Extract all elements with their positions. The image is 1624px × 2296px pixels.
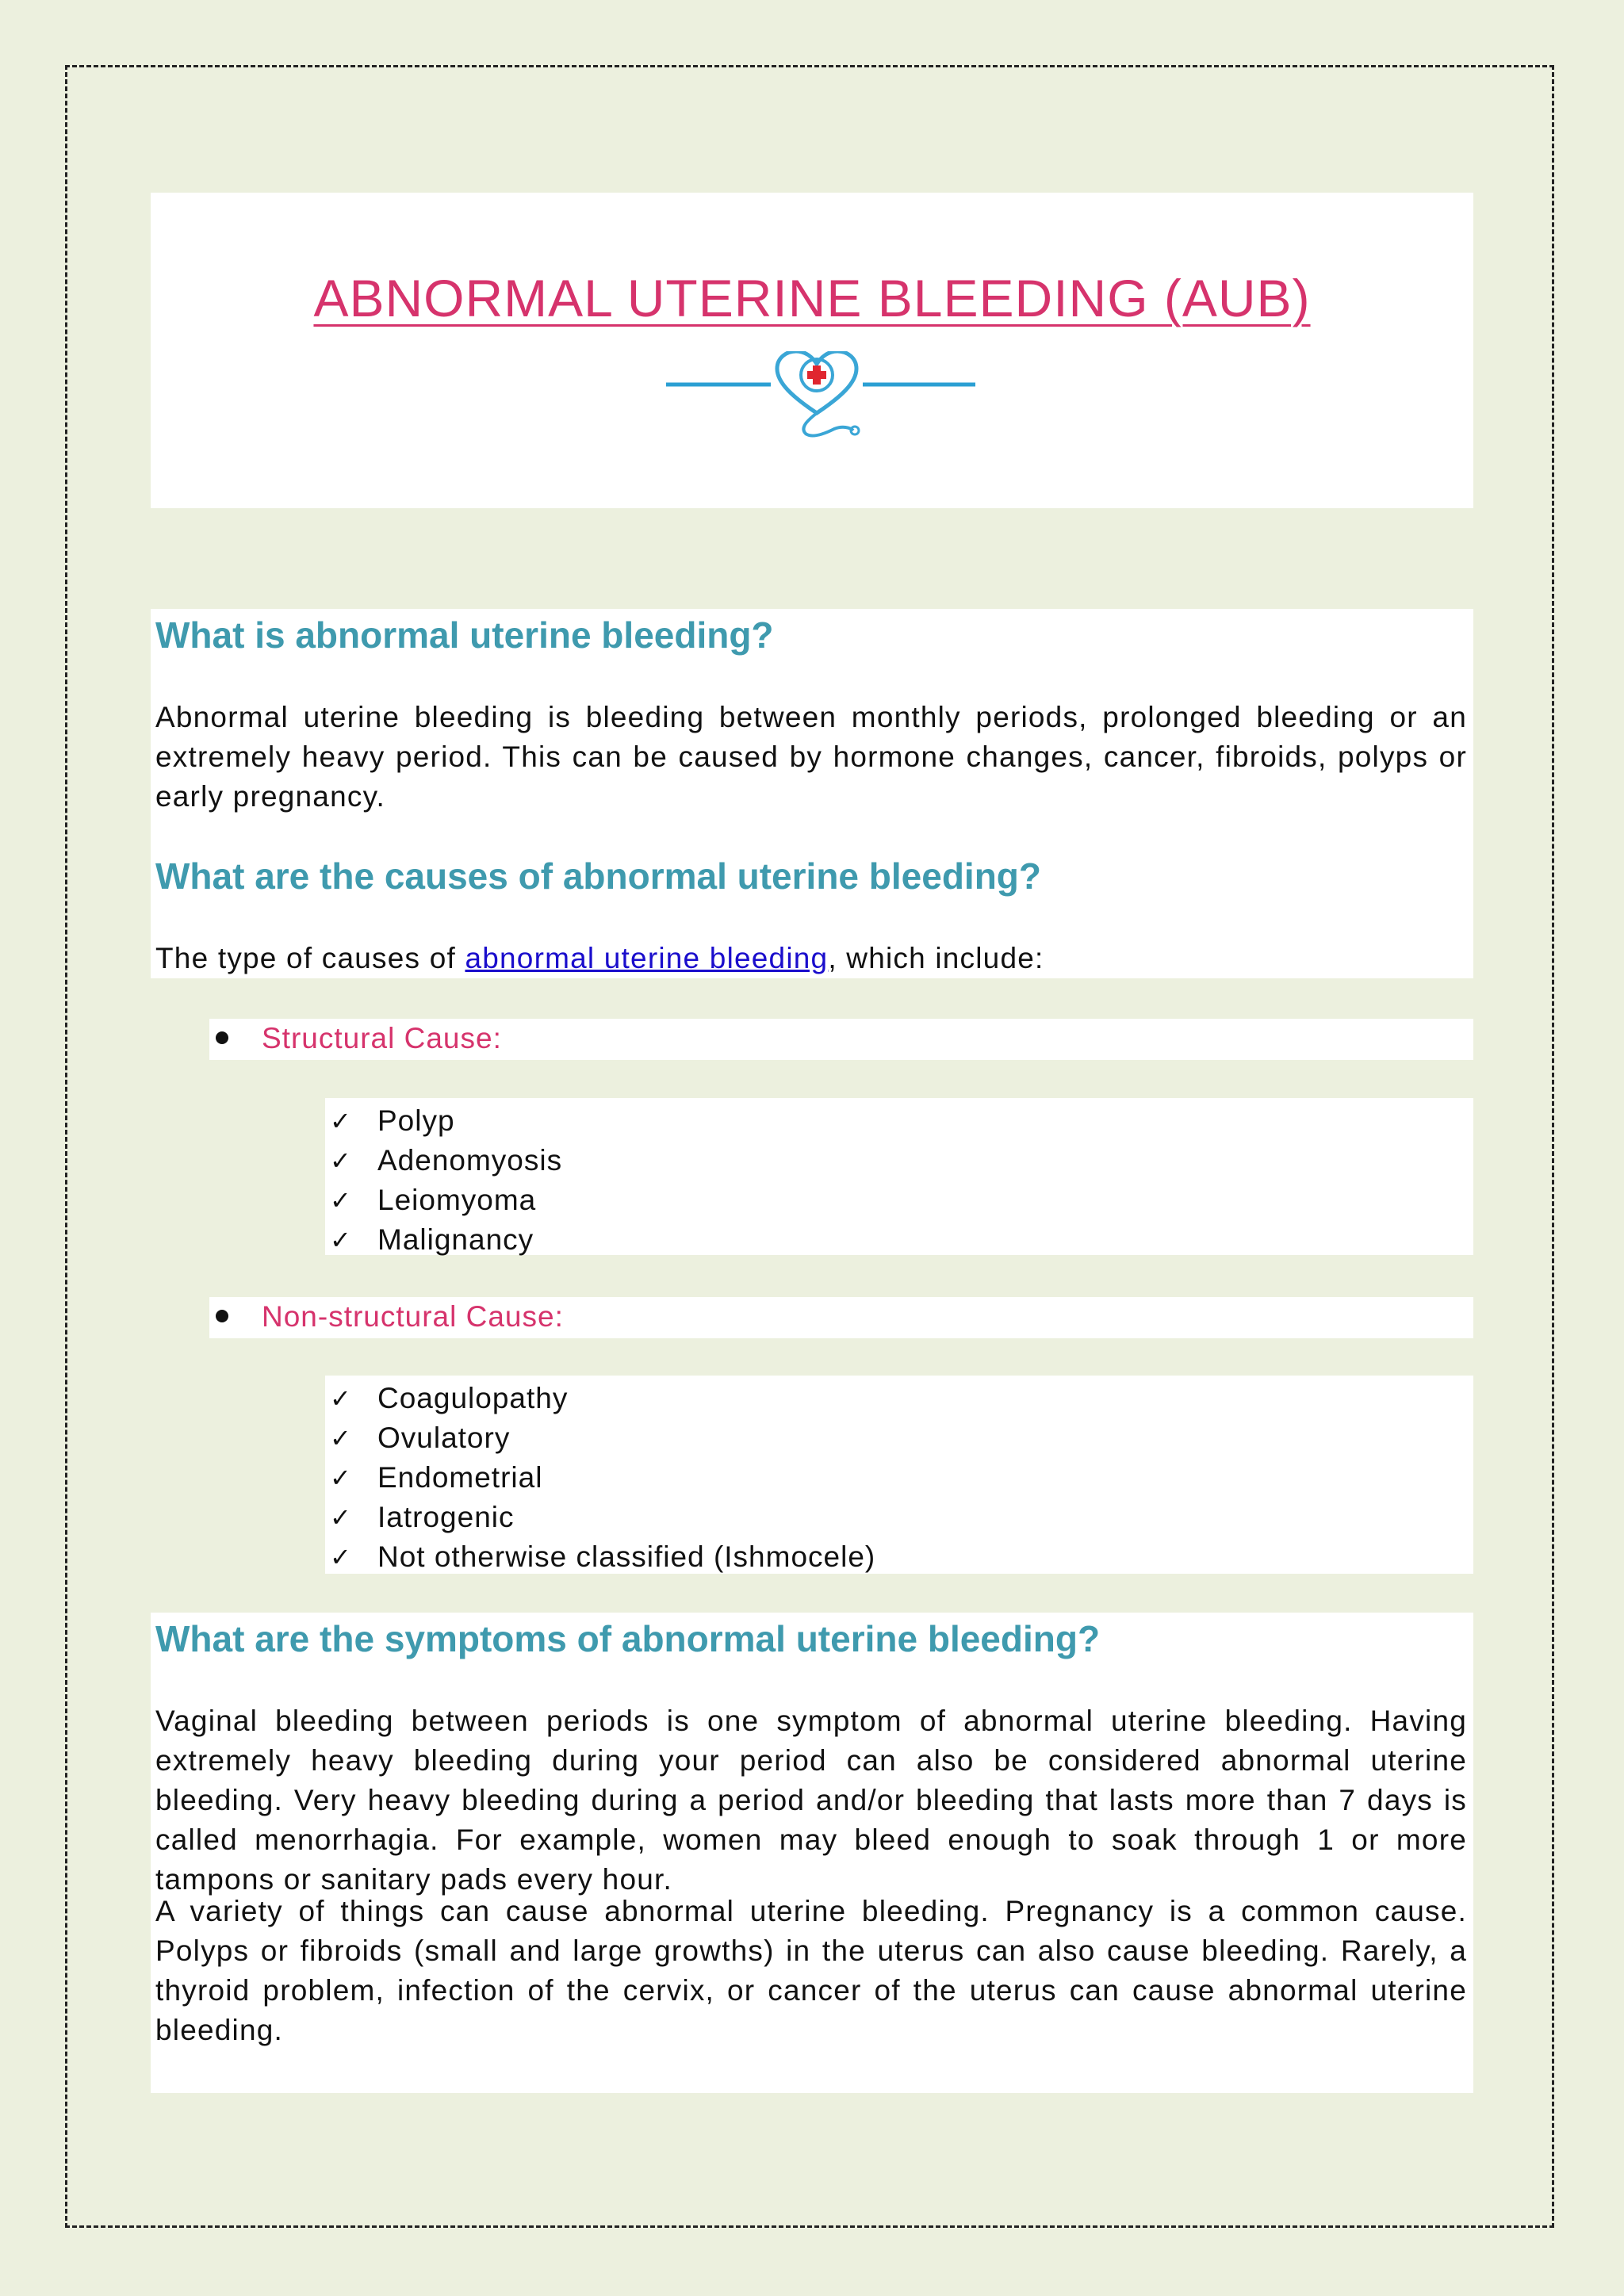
list-item: ✓ Coagulopathy — [325, 1379, 1473, 1418]
causes-intro — [155, 939, 1467, 978]
causes-heading: What are the causes of abnormal uterine bleeding? — [155, 855, 1042, 897]
bullet-dot-icon — [216, 1031, 228, 1044]
list-item: ✓ Polyp — [325, 1101, 1473, 1141]
list-item: ✓ Malignancy — [325, 1220, 1473, 1260]
title-banner — [151, 193, 1473, 508]
check-mark-icon: ✓ — [330, 1423, 352, 1453]
check-mark-icon: ✓ — [330, 1225, 352, 1255]
check-mark-icon: ✓ — [330, 1146, 352, 1176]
causes-intro-before: The type of causes of — [155, 942, 465, 974]
what-is-heading: What is abnormal uterine bleeding? — [155, 614, 774, 656]
list-item: ✓ Adenomyosis — [325, 1141, 1473, 1181]
symptoms-heading: What are the symptoms of abnormal uterine bleeding? — [155, 1618, 1101, 1659]
check-mark-icon: ✓ — [330, 1106, 352, 1136]
structural-cause-list — [325, 1098, 1473, 1255]
list-item: ✓ Iatrogenic — [325, 1498, 1473, 1537]
abnormal-uterine-bleeding-link[interactable]: abnormal uterine bleeding — [465, 942, 829, 974]
non-structural-cause-label: Non-structural Cause: — [262, 1300, 564, 1333]
check-mark-icon: ✓ — [330, 1463, 352, 1493]
symptoms-section — [151, 1613, 1473, 2093]
check-mark-icon: ✓ — [330, 1383, 352, 1414]
causes-intro-after: , which include: — [828, 942, 1044, 974]
intro-section — [151, 609, 1473, 978]
check-mark-icon: ✓ — [330, 1502, 352, 1533]
heart-stethoscope-icon — [666, 351, 975, 438]
non-structural-cause-bullet — [209, 1297, 1473, 1338]
list-item: ✓ Endometrial — [325, 1458, 1473, 1498]
list-item: ✓ Not otherwise classified (Ishmocele) — [325, 1537, 1473, 1577]
list-item: ✓ Ovulatory — [325, 1418, 1473, 1458]
list-item: ✓ Leiomyoma — [325, 1181, 1473, 1220]
symptoms-paragraph-2: A variety of things can cause abnormal uterine bleeding. Pregnancy is a common cause. Polyps or fibroids (small and large growths) in the uterus can also cause bleeding. Rarely, a thyroid problem, infection of the cervix, or cancer of the uterus can cause abnormal uterine bleeding. — [155, 1895, 1467, 2046]
what-is-paragraph: Abnormal uterine bleeding is bleeding between monthly periods, prolonged bleeding or an extremely heavy period. This can be caused by hormone changes, cancer, fibroids, polyps or early pregnancy. — [155, 701, 1467, 813]
symptoms-paragraph-1: Vaginal bleeding between periods is one symptom of abnormal uterine bleeding. Having extremely heavy bleeding during your period can also be considered abnormal uterine bleeding. Very heavy bleeding during a period and/or bleeding that lasts more than 7 days is called menorrhagia. For example, women may bleed enough to soak through 1 or more tampons or sanitary pads every hour. — [155, 1705, 1467, 1896]
check-mark-icon: ✓ — [330, 1185, 352, 1215]
check-mark-icon: ✓ — [330, 1542, 352, 1572]
page-title: ABNORMAL UTERINE BLEEDING (AUB) — [313, 269, 1311, 327]
structural-cause-bullet — [209, 1019, 1473, 1060]
bullet-dot-icon — [216, 1310, 228, 1322]
structural-cause-label: Structural Cause: — [262, 1022, 502, 1054]
non-structural-cause-list — [325, 1376, 1473, 1574]
